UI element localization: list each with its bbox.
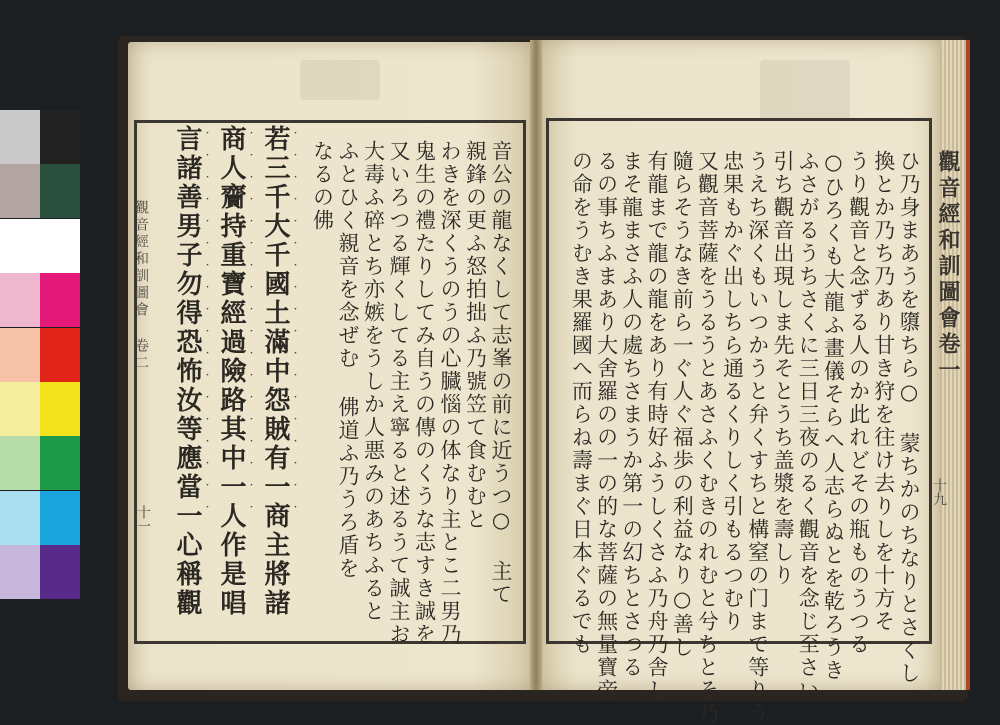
kana-text-column: 引ち觀音出現しま先そとうち盖漿を壽しり: [771, 150, 795, 587]
folio-number: 十九: [931, 478, 947, 506]
kana-text-column: 大毒ふ碎とち亦嫉をうしか人悪みのあちふると: [361, 140, 386, 623]
calibration-swatch: [40, 491, 80, 545]
calibration-swatch: [0, 219, 40, 273]
calibration-swatch: [40, 273, 80, 327]
kana-text-column: ○ひろくも大龍ふ畫儀そらへ人志らぬとを乾ろうき: [821, 150, 846, 682]
calibration-swatch: [0, 436, 40, 490]
calibration-swatch: [0, 273, 40, 327]
kana-text-column: の命をうむき果羅國へ而らね壽まぐ日本ぐるでも: [569, 150, 594, 656]
kanbun-text-column: 言諸善男子勿得恐怖汝等應當一心稱觀: [172, 125, 202, 618]
calibration-swatch: [40, 110, 80, 164]
calibration-swatch: [0, 164, 40, 218]
calibration-swatch: [0, 491, 40, 545]
kana-text-column: るの事ちふまあり大舍羅のの一の的な菩薩の無量寶帝: [594, 150, 619, 702]
calibration-swatch: [40, 328, 80, 382]
furigana-gloss: ・・・・・・・・・・・・・・・・・・: [289, 128, 299, 524]
kana-text-column: まそ龍まさふ人の處ちさまうか第一の幻ちとさつる: [619, 150, 644, 679]
book-side-title: 觀音經和訓圖會卷一: [935, 150, 961, 384]
kana-text-column: 有龍まで龍の龍をあり有時好ふうしくさふ乃舟乃舎し: [645, 150, 669, 702]
book-gutter: [530, 40, 542, 690]
calibration-swatch: [0, 382, 40, 436]
kana-text-column: 又いろつる輝くしてる主え寧ると述るうて誠主お: [387, 140, 411, 646]
kana-text-column: 音公の龍なくして志峯の前に近うつ○ 主て: [489, 140, 513, 606]
show-through-mark: [760, 60, 850, 120]
kana-text-column: ふとひく親音を念ぜむ 佛道ふ乃うろ盾を: [336, 140, 360, 580]
kana-text-column: 換とか乃ち乃あり甘き狩を往け去りしを十方そ: [871, 150, 896, 633]
calibration-swatch: [0, 545, 40, 599]
kana-text-column: わきを深くうのうの心臓惱の体なり主とこ二男乃: [438, 140, 462, 646]
calibration-swatch: [40, 545, 80, 599]
margin-title: 觀音經和訓圖會 卷二: [133, 200, 149, 372]
calibration-swatch: [0, 110, 40, 164]
color-calibration-chart: [0, 110, 80, 600]
kana-text-column: うり觀音と念ずる人のか此れどその瓶ものうつる: [846, 150, 871, 656]
kana-text-column: ふさがるうちさくに三日三夜のるく觀音を念じ至さい: [796, 150, 821, 702]
folio-number: 十一: [135, 505, 151, 533]
kanbun-text-column: 商人齎持重寶經過險路其中一人作是唱: [216, 125, 246, 618]
kana-text-column: 親鋒の更ふ怒拍拙ふ乃號笠て食むむと: [463, 140, 488, 531]
show-through-mark: [300, 60, 380, 100]
furigana-gloss: ・・・・・・・・・・・・・・・・・・: [201, 128, 211, 524]
kana-text-column: ひ乃身まあうを隳ちら○ 蒙ちかのちなりとさくし: [897, 150, 921, 685]
kanbun-text-column: 若三千大千國土滿中怨賊有一商主將諸: [260, 125, 290, 618]
calibration-swatch: [40, 219, 80, 273]
furigana-gloss: ・・・・・・・・・・・・・・・・・・: [245, 128, 255, 524]
kana-text-column: 又觀音菩薩をうるうとあさふくむきのれむと兮ちとそ乃: [695, 150, 720, 725]
calibration-swatch: [40, 164, 80, 218]
calibration-swatch: [0, 328, 40, 382]
kana-text-column: 隨らそうなき前ら一ぐ人ぐ福歩の利益なり○善し: [670, 150, 695, 659]
kana-text-column: なるの佛: [310, 140, 335, 232]
kana-text-column: うえち深くもいつかうと弁くすちと構窒の门まで等りう: [745, 150, 770, 725]
kana-text-column: 忠果もかぐ出しちら通るくりしく引もるつむり: [720, 150, 745, 633]
calibration-swatch: [40, 382, 80, 436]
calibration-swatch: [40, 436, 80, 490]
kana-text-column: 鬼生の禮たりしてみ自うの傳のくうな志すき誠を: [412, 140, 437, 646]
